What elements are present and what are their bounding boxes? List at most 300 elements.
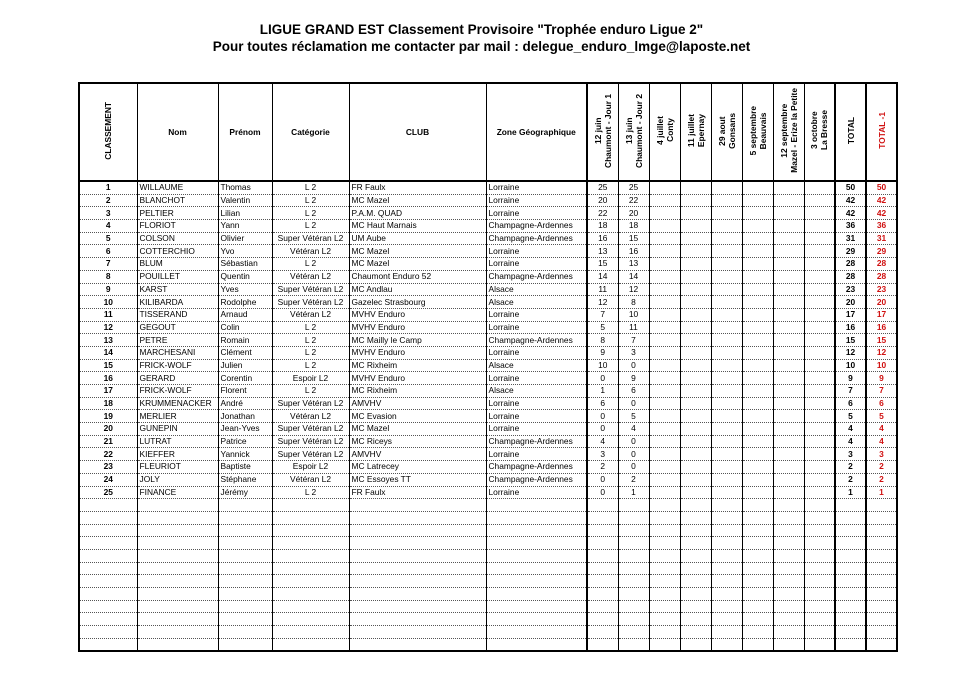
round-3-cell — [649, 511, 680, 524]
zone-cell: Lorraine — [486, 194, 587, 207]
nom-cell — [137, 537, 218, 550]
rank-cell — [79, 575, 137, 588]
club-cell: MC Mazel — [349, 423, 486, 436]
nom-cell: MARCHESANI — [137, 346, 218, 359]
round-4-cell — [680, 308, 711, 321]
rank-cell: 15 — [79, 359, 137, 372]
round-1-cell — [587, 524, 618, 537]
round-8-cell — [804, 232, 835, 245]
club-cell: FR Faulx — [349, 486, 486, 499]
zone-cell: Lorraine — [486, 258, 587, 271]
zone-cell — [486, 600, 587, 613]
round-2-cell: 11 — [618, 321, 649, 334]
categorie-cell: L 2 — [272, 346, 349, 359]
zone-cell: Lorraine — [486, 207, 587, 220]
total-minus-1-cell: 28 — [866, 270, 897, 283]
total-cell: 5 — [835, 410, 866, 423]
round-7-cell — [773, 588, 804, 601]
nom-cell: FRICK-WOLF — [137, 385, 218, 398]
categorie-cell — [272, 524, 349, 537]
categorie-cell: Super Vétéran L2 — [272, 283, 349, 296]
total-cell: 36 — [835, 220, 866, 233]
round-1-cell: 8 — [587, 334, 618, 347]
round-8-cell — [804, 626, 835, 639]
prenom-cell: Stéphane — [218, 473, 272, 486]
round-2-cell — [618, 499, 649, 512]
rank-cell: 22 — [79, 448, 137, 461]
round-8-cell — [804, 549, 835, 562]
rank-cell: 21 — [79, 435, 137, 448]
total-minus-1-cell: 6 — [866, 397, 897, 410]
zone-cell: Lorraine — [486, 181, 587, 194]
round-4-cell — [680, 283, 711, 296]
rank-cell: 17 — [79, 385, 137, 398]
zone-cell — [486, 613, 587, 626]
total-minus-1-cell — [866, 588, 897, 601]
round-7-cell — [773, 410, 804, 423]
nom-cell — [137, 626, 218, 639]
round-4-cell — [680, 181, 711, 194]
round-8-cell — [804, 194, 835, 207]
prenom-cell: Jonathan — [218, 410, 272, 423]
total-cell: 16 — [835, 321, 866, 334]
total-minus-1-cell: 36 — [866, 220, 897, 233]
col-header-round-4: 11 juillet Epernay — [680, 83, 711, 181]
club-cell: MC Essoyes TT — [349, 473, 486, 486]
round-6-cell — [742, 613, 773, 626]
table-row — [79, 638, 897, 651]
table-row — [79, 575, 897, 588]
round-8-cell — [804, 334, 835, 347]
nom-cell — [137, 511, 218, 524]
round-4-cell — [680, 524, 711, 537]
round-3-cell — [649, 537, 680, 550]
prenom-cell: Yannick — [218, 448, 272, 461]
round-3-cell — [649, 486, 680, 499]
round-3-cell — [649, 626, 680, 639]
table-row — [79, 181, 897, 194]
col-header-nom: Nom — [137, 83, 218, 181]
round-8-cell — [804, 258, 835, 271]
categorie-cell — [272, 600, 349, 613]
round-1-cell: 18 — [587, 220, 618, 233]
categorie-cell — [272, 613, 349, 626]
round-4-cell — [680, 372, 711, 385]
round-5-cell — [711, 321, 742, 334]
zone-cell: Alsace — [486, 385, 587, 398]
round-2-cell — [618, 537, 649, 550]
total-minus-1-cell — [866, 638, 897, 651]
club-cell: MVHV Enduro — [349, 372, 486, 385]
round-6-cell — [742, 562, 773, 575]
round-6-cell — [742, 296, 773, 309]
prenom-cell: Patrice — [218, 435, 272, 448]
total-cell: 28 — [835, 270, 866, 283]
round-3-cell — [649, 473, 680, 486]
club-cell — [349, 524, 486, 537]
round-4-cell — [680, 258, 711, 271]
total-minus-1-cell — [866, 537, 897, 550]
round-1-cell: 0 — [587, 423, 618, 436]
categorie-cell: Super Vétéran L2 — [272, 232, 349, 245]
round-7-cell — [773, 549, 804, 562]
round-4-cell — [680, 359, 711, 372]
round-2-cell: 4 — [618, 423, 649, 436]
table-row — [79, 600, 897, 613]
rank-cell: 2 — [79, 194, 137, 207]
round-7-cell — [773, 270, 804, 283]
round-4-cell — [680, 461, 711, 474]
round-3-cell — [649, 321, 680, 334]
rank-cell: 7 — [79, 258, 137, 271]
total-cell — [835, 537, 866, 550]
document-title: LIGUE GRAND EST Classement Provisoire "Trophée enduro Ligue 2" — [259, 22, 704, 37]
round-6-cell — [742, 283, 773, 296]
categorie-cell — [272, 537, 349, 550]
total-minus-1-cell — [866, 613, 897, 626]
col-header-total: TOTAL — [835, 83, 866, 181]
round-7-cell — [773, 308, 804, 321]
round-2-cell: 8 — [618, 296, 649, 309]
rank-cell — [79, 613, 137, 626]
categorie-cell — [272, 626, 349, 639]
col-header-round-2: 13 juin Chaumont - Jour 2 — [618, 83, 649, 181]
nom-cell: GERARD — [137, 372, 218, 385]
round-4-cell — [680, 207, 711, 220]
round-5-cell — [711, 207, 742, 220]
round-5-cell — [711, 473, 742, 486]
round-3-cell — [649, 258, 680, 271]
round-6-cell — [742, 359, 773, 372]
rank-cell: 9 — [79, 283, 137, 296]
round-3-cell — [649, 283, 680, 296]
round-6-cell — [742, 448, 773, 461]
rank-cell — [79, 600, 137, 613]
round-3-cell — [649, 346, 680, 359]
round-6-cell — [742, 410, 773, 423]
round-3-cell — [649, 334, 680, 347]
round-7-cell — [773, 346, 804, 359]
nom-cell: POUILLET — [137, 270, 218, 283]
round-1-cell: 5 — [587, 321, 618, 334]
round-1-cell — [587, 638, 618, 651]
col-header-club: CLUB — [349, 83, 486, 181]
club-cell — [349, 600, 486, 613]
table-row — [79, 194, 897, 207]
total-cell: 4 — [835, 423, 866, 436]
round-2-cell: 0 — [618, 397, 649, 410]
club-cell: MC Mazel — [349, 245, 486, 258]
rank-cell: 14 — [79, 346, 137, 359]
round-3-cell — [649, 308, 680, 321]
nom-cell — [137, 562, 218, 575]
prenom-cell: Yvo — [218, 245, 272, 258]
round-1-cell: 3 — [587, 448, 618, 461]
prenom-cell: Yann — [218, 220, 272, 233]
round-8-cell — [804, 638, 835, 651]
round-4-cell — [680, 549, 711, 562]
total-minus-1-cell — [866, 524, 897, 537]
round-7-cell — [773, 626, 804, 639]
nom-cell: WILLAUME — [137, 181, 218, 194]
club-cell — [349, 562, 486, 575]
round-5-cell — [711, 448, 742, 461]
table-row — [79, 435, 897, 448]
zone-cell — [486, 638, 587, 651]
round-5-cell — [711, 181, 742, 194]
round-6-cell — [742, 600, 773, 613]
round-5-cell — [711, 613, 742, 626]
rank-cell: 19 — [79, 410, 137, 423]
round-1-cell: 11 — [587, 283, 618, 296]
table-row — [79, 245, 897, 258]
club-cell — [349, 499, 486, 512]
table-row — [79, 410, 897, 423]
rank-cell: 11 — [79, 308, 137, 321]
total-cell: 1 — [835, 486, 866, 499]
round-4-cell — [680, 613, 711, 626]
categorie-cell: L 2 — [272, 220, 349, 233]
round-6-cell — [742, 334, 773, 347]
nom-cell: TISSERAND — [137, 308, 218, 321]
rank-cell — [79, 588, 137, 601]
round-2-cell — [618, 524, 649, 537]
club-cell: MC Mazel — [349, 258, 486, 271]
round-7-cell — [773, 499, 804, 512]
total-minus-1-cell — [866, 562, 897, 575]
total-minus-1-cell: 4 — [866, 423, 897, 436]
categorie-cell: Super Vétéran L2 — [272, 397, 349, 410]
round-1-cell: 14 — [587, 270, 618, 283]
round-2-cell — [618, 626, 649, 639]
round-4-cell — [680, 410, 711, 423]
nom-cell: KIEFFER — [137, 448, 218, 461]
round-1-cell: 0 — [587, 410, 618, 423]
round-8-cell — [804, 473, 835, 486]
round-3-cell — [649, 448, 680, 461]
categorie-cell — [272, 588, 349, 601]
nom-cell — [137, 600, 218, 613]
col-header-round-5: 29 aout Gonsans — [711, 83, 742, 181]
rank-cell — [79, 499, 137, 512]
round-1-cell: 16 — [587, 232, 618, 245]
round-4-cell — [680, 321, 711, 334]
round-7-cell — [773, 524, 804, 537]
round-5-cell — [711, 410, 742, 423]
round-7-cell — [773, 283, 804, 296]
round-8-cell — [804, 321, 835, 334]
round-1-cell — [587, 626, 618, 639]
round-2-cell: 0 — [618, 461, 649, 474]
round-7-cell — [773, 638, 804, 651]
round-1-cell — [587, 537, 618, 550]
round-7-cell — [773, 220, 804, 233]
round-4-cell — [680, 435, 711, 448]
round-1-cell: 9 — [587, 346, 618, 359]
round-1-cell — [587, 588, 618, 601]
prenom-cell: Julien — [218, 359, 272, 372]
round-2-cell: 0 — [618, 448, 649, 461]
categorie-cell: Vétéran L2 — [272, 270, 349, 283]
round-6-cell — [742, 575, 773, 588]
prenom-cell: Yves — [218, 283, 272, 296]
col-header-round-3: 4 juillet Conty — [649, 83, 680, 181]
nom-cell: BLANCHOT — [137, 194, 218, 207]
prenom-cell: Arnaud — [218, 308, 272, 321]
round-1-cell: 0 — [587, 486, 618, 499]
prenom-cell — [218, 537, 272, 550]
categorie-cell — [272, 575, 349, 588]
categorie-cell — [272, 511, 349, 524]
round-7-cell — [773, 435, 804, 448]
table-row — [79, 511, 897, 524]
round-7-cell — [773, 473, 804, 486]
club-cell: MVHV Enduro — [349, 346, 486, 359]
col-header-categorie: Catégorie — [272, 83, 349, 181]
nom-cell: KARST — [137, 283, 218, 296]
round-3-cell — [649, 638, 680, 651]
nom-cell: FINANCE — [137, 486, 218, 499]
table-row — [79, 588, 897, 601]
col-header-rank: CLASSEMENT — [79, 83, 137, 181]
table-row — [79, 283, 897, 296]
total-cell: 31 — [835, 232, 866, 245]
round-3-cell — [649, 245, 680, 258]
round-3-cell — [649, 600, 680, 613]
round-5-cell — [711, 638, 742, 651]
club-cell: MVHV Enduro — [349, 308, 486, 321]
categorie-cell — [272, 499, 349, 512]
categorie-cell: Vétéran L2 — [272, 473, 349, 486]
round-2-cell: 16 — [618, 245, 649, 258]
round-5-cell — [711, 435, 742, 448]
rank-cell: 16 — [79, 372, 137, 385]
total-minus-1-cell: 1 — [866, 486, 897, 499]
round-7-cell — [773, 600, 804, 613]
total-cell — [835, 588, 866, 601]
round-4-cell — [680, 575, 711, 588]
round-3-cell — [649, 270, 680, 283]
nom-cell: COLSON — [137, 232, 218, 245]
round-5-cell — [711, 499, 742, 512]
zone-cell: Lorraine — [486, 423, 587, 436]
round-5-cell — [711, 220, 742, 233]
total-cell — [835, 511, 866, 524]
round-7-cell — [773, 537, 804, 550]
rank-cell — [79, 638, 137, 651]
prenom-cell — [218, 511, 272, 524]
prenom-cell: Florent — [218, 385, 272, 398]
round-4-cell — [680, 638, 711, 651]
rank-cell: 8 — [79, 270, 137, 283]
round-3-cell — [649, 207, 680, 220]
round-4-cell — [680, 537, 711, 550]
round-1-cell: 22 — [587, 207, 618, 220]
prenom-cell: André — [218, 397, 272, 410]
total-cell — [835, 524, 866, 537]
round-2-cell: 5 — [618, 410, 649, 423]
document-subtitle: Pour toutes réclamation me contacter par mail : delegue_enduro_lmge@laposte.net — [212, 39, 751, 54]
rank-cell: 4 — [79, 220, 137, 233]
round-2-cell: 14 — [618, 270, 649, 283]
nom-cell — [137, 638, 218, 651]
nom-cell: PELTIER — [137, 207, 218, 220]
table-row — [79, 461, 897, 474]
club-cell: P.A.M. QUAD — [349, 207, 486, 220]
round-3-cell — [649, 562, 680, 575]
total-minus-1-cell: 42 — [866, 207, 897, 220]
club-cell: AMVHV — [349, 448, 486, 461]
prenom-cell — [218, 588, 272, 601]
zone-cell: Champagne-Ardennes — [486, 270, 587, 283]
zone-cell — [486, 524, 587, 537]
round-2-cell: 25 — [618, 181, 649, 194]
prenom-cell: Thomas — [218, 181, 272, 194]
round-1-cell: 7 — [587, 308, 618, 321]
round-8-cell — [804, 372, 835, 385]
round-5-cell — [711, 575, 742, 588]
round-4-cell — [680, 588, 711, 601]
round-1-cell — [587, 575, 618, 588]
round-4-cell — [680, 511, 711, 524]
round-7-cell — [773, 397, 804, 410]
round-1-cell: 0 — [587, 473, 618, 486]
round-1-cell — [587, 613, 618, 626]
total-cell: 4 — [835, 435, 866, 448]
round-5-cell — [711, 283, 742, 296]
round-3-cell — [649, 194, 680, 207]
total-cell — [835, 638, 866, 651]
table-row — [79, 296, 897, 309]
round-8-cell — [804, 524, 835, 537]
rank-cell — [79, 562, 137, 575]
round-7-cell — [773, 207, 804, 220]
round-8-cell — [804, 308, 835, 321]
table-row — [79, 258, 897, 271]
table-row — [79, 562, 897, 575]
round-6-cell — [742, 372, 773, 385]
total-minus-1-cell — [866, 499, 897, 512]
table-row — [79, 308, 897, 321]
total-minus-1-cell: 3 — [866, 448, 897, 461]
rank-cell: 6 — [79, 245, 137, 258]
round-1-cell: 25 — [587, 181, 618, 194]
prenom-cell — [218, 613, 272, 626]
round-5-cell — [711, 359, 742, 372]
zone-cell: Champagne-Ardennes — [486, 461, 587, 474]
zone-cell — [486, 511, 587, 524]
header-row — [79, 83, 897, 181]
nom-cell: MERLIER — [137, 410, 218, 423]
prenom-cell — [218, 499, 272, 512]
round-4-cell — [680, 600, 711, 613]
rank-cell — [79, 511, 137, 524]
round-4-cell — [680, 397, 711, 410]
round-5-cell — [711, 562, 742, 575]
round-6-cell — [742, 473, 773, 486]
round-2-cell: 12 — [618, 283, 649, 296]
round-4-cell — [680, 626, 711, 639]
club-cell: MC Rixheim — [349, 359, 486, 372]
table-row — [79, 372, 897, 385]
round-6-cell — [742, 486, 773, 499]
total-minus-1-cell: 9 — [866, 372, 897, 385]
round-7-cell — [773, 461, 804, 474]
round-5-cell — [711, 334, 742, 347]
categorie-cell: Vétéran L2 — [272, 308, 349, 321]
prenom-cell — [218, 626, 272, 639]
prenom-cell: Sébastian — [218, 258, 272, 271]
